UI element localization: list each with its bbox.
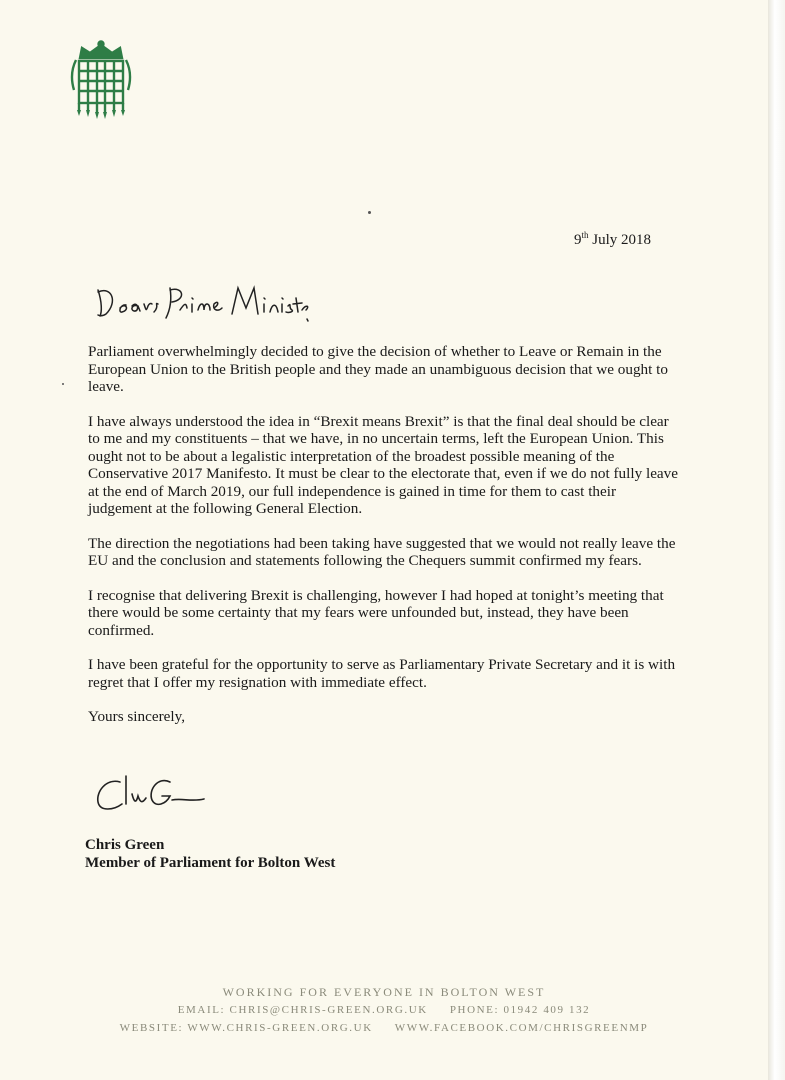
closing: Yours sincerely, (88, 708, 186, 725)
footer-facebook: WWW.FACEBOOK.COM/CHRISGREENMP (394, 1022, 649, 1034)
footer-web-line (0, 1022, 768, 1034)
paper-speck (368, 211, 371, 214)
signatory-name: Chris Green (85, 837, 165, 853)
footer-email: EMAIL: CHRIS@CHRIS-GREEN.ORG.UK (177, 1004, 428, 1016)
paper-speck (62, 383, 64, 385)
signatory-title: Member of Parliament for Bolton West (85, 855, 336, 871)
paragraph: Parliament overwhelmingly decided to give the decision of whether to Leave or Remain in the European Union to the British people and they made an unambiguous decision that we ought to leave. (88, 343, 668, 395)
footer-website: WEBSITE: WWW.CHRIS-GREEN.ORG.UK (119, 1022, 373, 1034)
paragraph: I recognise that delivering Brexit is challenging, however I had hoped at tonight’s meeting that there would be some certainty that my fears were unfounded but, instead, they have been confirmed. (88, 586, 664, 639)
paragraph: The direction the negotiations had been taking have suggested that we would not really leave the EU and the conclusion and statements following the Chequers summit confirmed my fears. (88, 534, 676, 569)
portcullis-crest-icon (68, 40, 134, 120)
handwritten-signature (92, 772, 212, 818)
letter-date: 9th July 2018 (574, 230, 652, 248)
paragraph: I have always understood the idea in “Brexit means Brexit” is that the final deal should be clear to me and my constituents – that we have, in no uncertain terms, left the European Union. This ought not to be about a legalistic interpretation of the broadest possible meaning of the Conservative 2017 Manifesto. It must be clear to the electorate that, even if we do not fully leave at the end of March 2019, our full independence is gained in time for them to cast their judgement at the following General Election. (88, 412, 679, 517)
signatory-block (85, 836, 335, 872)
handwritten-salutation (92, 280, 312, 326)
footer-phone: PHONE: 01942 409 132 (449, 1004, 591, 1016)
footer-tagline: WORKING FOR EVERYONE IN BOLTON WEST (222, 985, 546, 999)
footer-contact-line (0, 1004, 768, 1016)
letter-body (88, 343, 680, 743)
scan-edge (768, 0, 785, 1080)
paragraph: I have been grateful for the opportunity to serve as Parliamentary Private Secretary and it is with regret that I offer my resignation with immediate effect. (88, 656, 676, 691)
